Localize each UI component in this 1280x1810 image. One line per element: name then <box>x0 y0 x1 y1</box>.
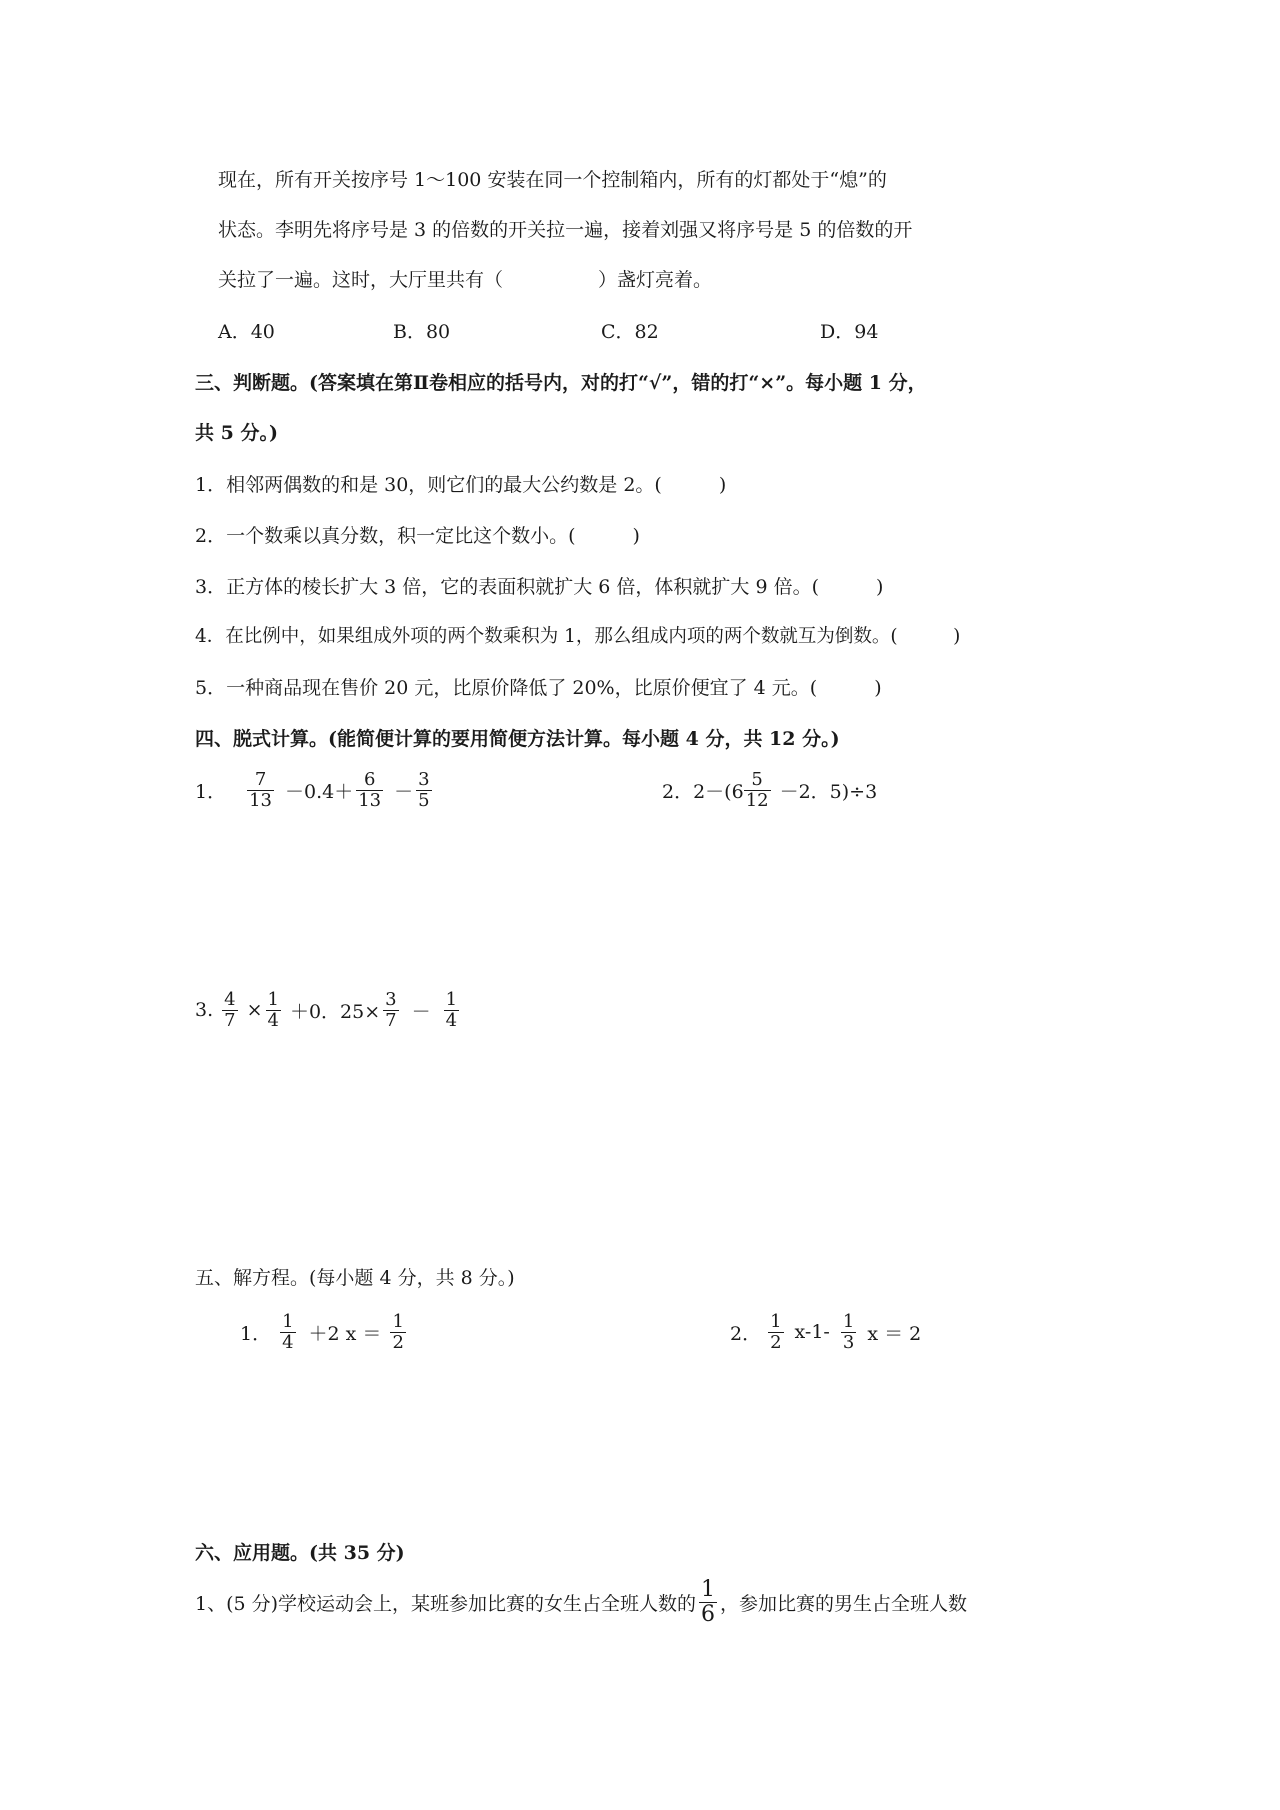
option-c: C．82 <box>601 321 659 343</box>
judge-item-5: 5．一种商品现在售价 20 元，比原价降低了 20%，比原价便宜了 4 元。( ) <box>195 677 882 699</box>
question-line-3: 关拉了一遍。这时，大厅里共有（ ）盏灯亮着。 <box>218 269 713 291</box>
equation-q2-number: 2． <box>730 1322 762 1345</box>
calc-q1-number: 1． <box>195 780 227 803</box>
section3-title-line1: 三、判断题。(答案填在第Ⅱ卷相应的括号内，对的打“√”，错的打“×”。每小题 1 分， <box>195 372 927 394</box>
option-a: A．40 <box>218 321 275 343</box>
option-d: D．94 <box>820 321 879 343</box>
section5-title: 五、解方程。(每小题 4 分，共 8 分。) <box>195 1267 515 1289</box>
option-b: B．80 <box>393 321 451 343</box>
calc-q1-op1: －0.4＋ <box>285 780 354 803</box>
fraction: $\frac{1}{2}$ <box>392 1311 404 1353</box>
fraction: $\frac{1}{6}$ <box>701 1577 716 1628</box>
fraction: $\frac{1}{4}$ <box>445 989 458 1031</box>
question-line-2: 状态。李明先将序号是 3 的倍数的开关拉一遍，接着刘强又将序号是 5 的倍数的开 <box>218 219 913 241</box>
fraction: $\frac{3}{7}$ <box>385 989 397 1031</box>
equation-q1-number: 1． <box>240 1322 272 1345</box>
equation-q2-end: x ＝ 2 <box>867 1322 922 1345</box>
calc-q1 <box>195 770 435 811</box>
equation-q1 <box>240 1312 409 1353</box>
fraction: $\frac{5}{12}$ <box>745 769 769 811</box>
calc-q2-number: 2． <box>662 780 694 803</box>
judge-item-4: 4．在比例中，如果组成外项的两个数乘积为 1，那么组成内项的两个数就互为倒数。( ) <box>195 626 961 647</box>
section4-title: 四、脱式计算。(能简便计算的要用简便方法计算。每小题 4 分，共 12 分。) <box>195 728 840 750</box>
application-q1-post: ，参加比赛的男生占全班人数 <box>720 1593 968 1616</box>
judge-item-1: 1．相邻两偶数的和是 30，则它们的最大公约数是 2。( ) <box>195 474 727 496</box>
equation-q2-middle: x-1- <box>794 1321 830 1344</box>
equation-q2 <box>730 1312 921 1353</box>
calc-q3-op3: － <box>411 1000 431 1023</box>
fraction: $\frac{3}{5}$ <box>418 769 430 811</box>
judge-item-3: 3．正方体的棱长扩大 3 倍，它的表面积就扩大 6 倍，体积就扩大 9 倍。( ) <box>195 576 884 598</box>
fraction: $\frac{4}{7}$ <box>224 989 236 1031</box>
fraction: $\frac{6}{13}$ <box>358 769 382 811</box>
judge-item-2: 2．一个数乘以真分数，积一定比这个数小。( ) <box>195 525 640 547</box>
calc-q3 <box>195 990 462 1031</box>
application-q1 <box>195 1578 967 1627</box>
calc-q3-number: 3. <box>195 999 214 1022</box>
fraction: $\frac{1}{2}$ <box>770 1311 782 1353</box>
fraction: $\frac{1}{3}$ <box>842 1311 855 1353</box>
section3-title-line2: 共 5 分。) <box>195 422 278 444</box>
calc-q3-op2: ＋0．25× <box>289 1000 381 1023</box>
calc-q2 <box>662 770 877 811</box>
fraction: $\frac{7}{13}$ <box>249 769 272 811</box>
fraction: $\frac{1}{4}$ <box>267 989 279 1031</box>
calc-q3-op1: × <box>246 999 263 1022</box>
equation-q1-middle: ＋2 x ＝ <box>308 1322 382 1345</box>
calc-q1-op2: － <box>394 780 414 803</box>
calc-q2-part2: －2．5)÷3 <box>779 780 878 803</box>
question-line-1: 现在，所有开关按序号 1～100 安装在同一个控制箱内，所有的灯都处于“熄”的 <box>218 169 887 191</box>
calc-q2-part1: 2－(6 <box>693 780 744 803</box>
application-q1-pre: 1、(5 分)学校运动会上，某班参加比赛的女生占全班人数的 <box>195 1593 697 1616</box>
fraction: $\frac{1}{4}$ <box>282 1311 294 1353</box>
section6-title: 六、应用题。(共 35 分) <box>195 1542 405 1564</box>
